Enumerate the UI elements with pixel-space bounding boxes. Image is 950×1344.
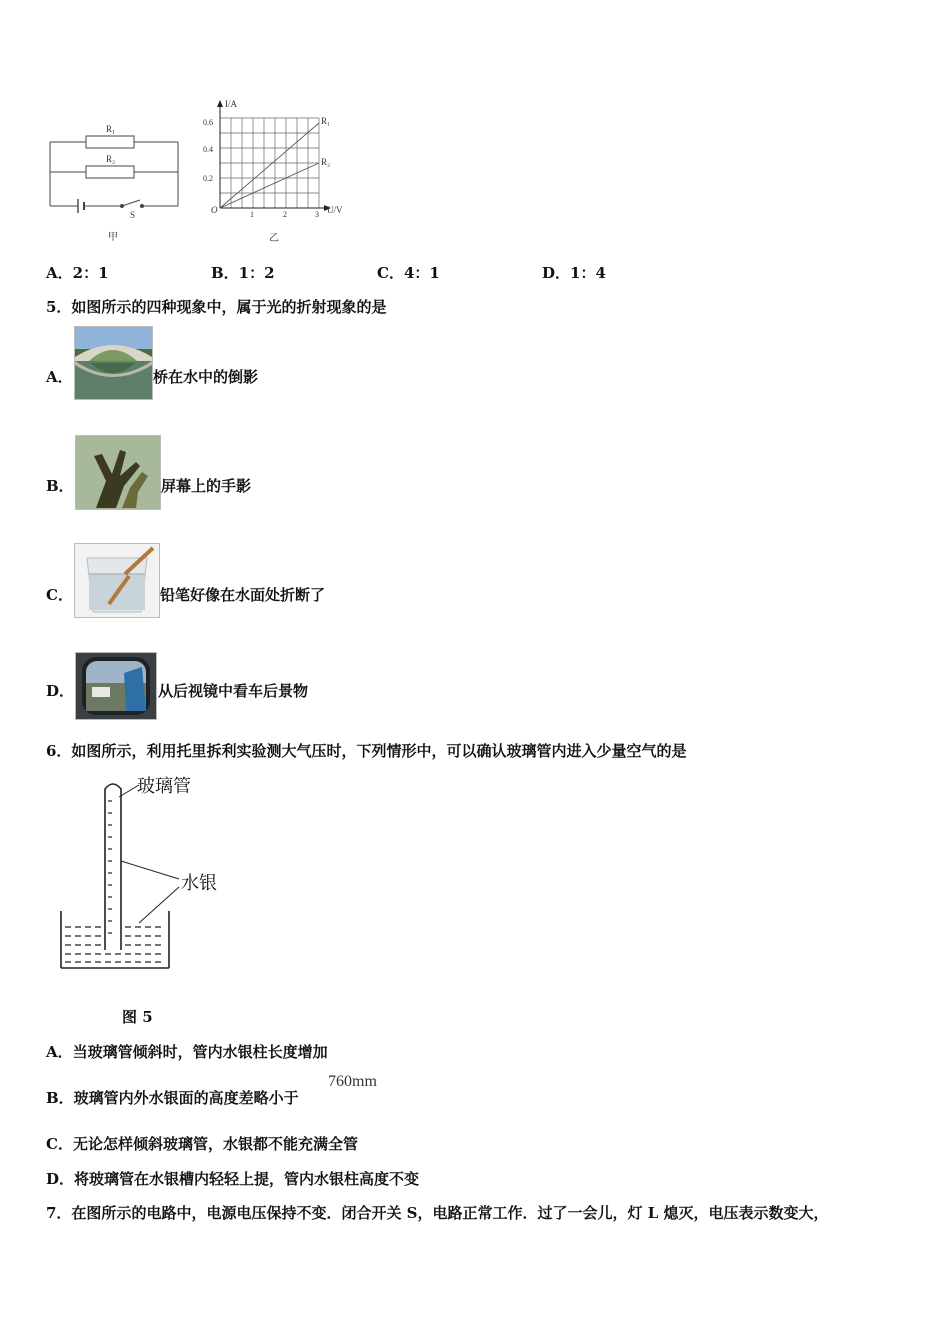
q4-option-c[interactable]: C．4：1 xyxy=(377,264,440,282)
origin-label: O xyxy=(211,205,218,215)
q5-option-b-letter[interactable]: B． xyxy=(46,477,74,495)
mercury-label: 水银 xyxy=(181,873,217,893)
q6-option-b-formula: 760mm xyxy=(328,1073,377,1090)
q5-option-c-text[interactable]: 铅笔好像在水面处折断了 xyxy=(160,586,326,604)
q5-option-d-letter[interactable]: D． xyxy=(46,682,75,700)
q5-option-c-letter[interactable]: C． xyxy=(46,586,73,604)
y-tick-02: 0.2 xyxy=(203,174,213,183)
switch-label: S xyxy=(130,210,136,220)
q4-option-a[interactable]: A．2：1 xyxy=(46,264,109,282)
line-r1 xyxy=(220,123,319,208)
q5-option-a-text[interactable]: 桥在水中的倒影 xyxy=(153,368,259,386)
q5-stem: 5．如图所示的四种现象中，属于光的折射现象的是 xyxy=(46,298,387,316)
q5-option-d-text[interactable]: 从后视镜中看车后景物 xyxy=(158,682,309,700)
q5-option-a-letter[interactable]: A． xyxy=(46,368,73,386)
line-r2 xyxy=(220,163,319,208)
line-r1-label: R₁ xyxy=(321,116,331,126)
q6-stem: 6．如图所示，利用托里拆利实验测大气压时，下列情形中，可以确认玻璃管内进入少量空气的是 xyxy=(46,742,687,760)
q7-stem: 7．在图所示的电路中，电源电压保持不变．闭合开关 S，电路正常工作．过了一会儿，灯 L 熄灭，电压表示数变大， xyxy=(46,1204,829,1222)
q6-option-d[interactable]: D．将玻璃管在水银槽内轻轻上提，管内水银柱高度不变 xyxy=(46,1170,420,1188)
circuit-diagram xyxy=(40,110,190,245)
graph-caption: 乙 xyxy=(269,233,279,244)
q4-option-d[interactable]: D．1：4 xyxy=(542,264,606,282)
x-tick-2: 2 xyxy=(283,210,287,219)
resistor-r2 xyxy=(86,166,134,178)
line-r2-label: R₂ xyxy=(321,157,331,167)
q5-option-b-text[interactable]: 屏幕上的手影 xyxy=(161,477,252,495)
y-tick-04: 0.4 xyxy=(203,145,213,154)
rearview-mirror-photo xyxy=(75,652,157,720)
x-tick-1: 1 xyxy=(250,210,254,219)
circuit-caption: 甲 xyxy=(108,232,118,243)
y-axis-label: I/A xyxy=(225,99,237,109)
bridge-reflection-photo xyxy=(74,326,153,400)
r2-label: R₂ xyxy=(106,154,116,164)
q6-option-a[interactable]: A．当玻璃管倾斜时，管内水银柱长度增加 xyxy=(46,1043,328,1061)
hand-shadow-photo xyxy=(75,435,161,510)
tube-label: 玻璃管 xyxy=(137,776,191,796)
x-axis-label: U/V xyxy=(327,205,343,215)
torricelli-apparatus xyxy=(55,775,255,975)
y-tick-06: 0.6 xyxy=(203,118,213,127)
figure-caption: 图 5 xyxy=(122,1008,153,1026)
pencil-in-water-photo xyxy=(74,543,160,618)
q4-option-b[interactable]: B．1：2 xyxy=(211,264,275,282)
iv-graph xyxy=(195,95,360,245)
r1-label: R₁ xyxy=(106,124,116,134)
q6-option-c[interactable]: C．无论怎样倾斜玻璃管，水银都不能充满全管 xyxy=(46,1135,358,1153)
x-tick-3: 3 xyxy=(315,210,319,219)
q6-option-b[interactable]: B．玻璃管内外水银面的高度差略小于 xyxy=(46,1089,299,1107)
resistor-r1 xyxy=(86,136,134,148)
